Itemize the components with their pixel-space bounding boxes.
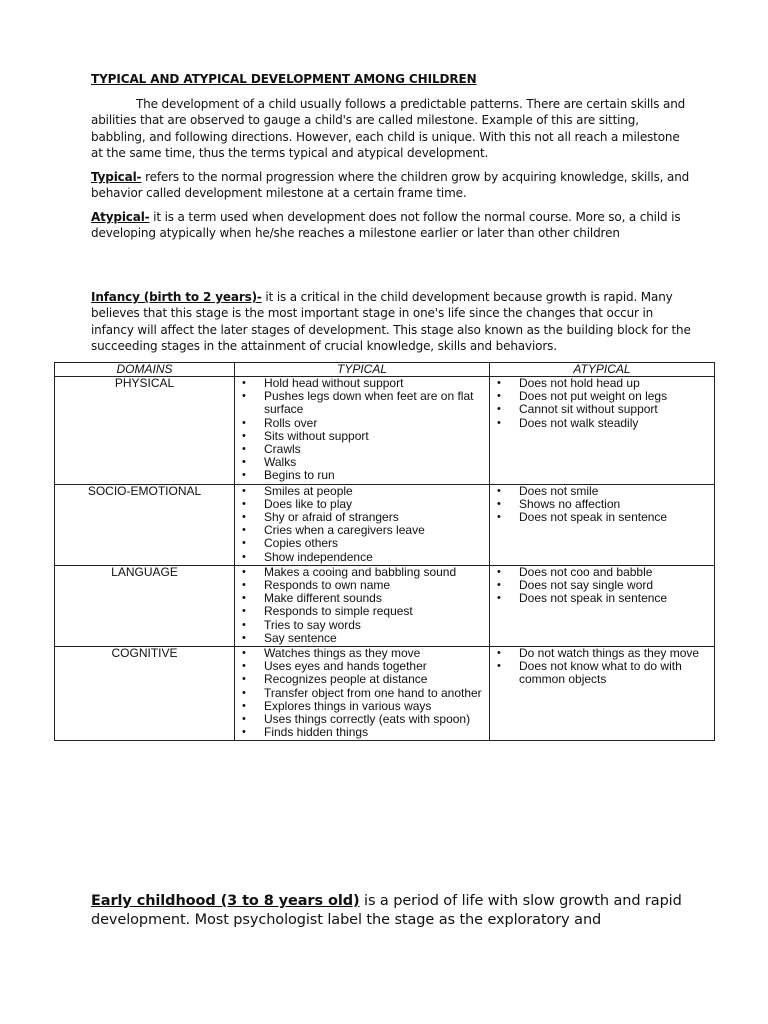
domain-cell: PHYSICAL [55, 377, 235, 485]
list-item: • Smiles at people [235, 485, 485, 498]
typical-list [235, 647, 489, 740]
list-item: • Does not walk steadily [490, 417, 710, 430]
early-childhood-text: is a period of life with slow growth and rapid development. Most psychologist label the stage as the exploratory and [91, 893, 682, 928]
typical-term: Typical- [91, 170, 142, 184]
list-item: • Uses eyes and hands together [235, 660, 485, 673]
list-item: • Makes a cooing and babbling sound [235, 566, 485, 579]
atypical-list [490, 566, 714, 607]
atypical-list [490, 647, 714, 688]
list-item: • Do not watch things as they move [490, 647, 710, 660]
table-row-cognitive [55, 647, 715, 741]
list-item: • Does not smile [490, 485, 710, 498]
list-item: • Recognizes people at distance [235, 673, 485, 686]
infancy-paragraph [91, 289, 691, 354]
document-title: TYPICAL AND ATYPICAL DEVELOPMENT AMONG CHILDREN [91, 72, 477, 86]
list-item: • Show independence [235, 551, 485, 564]
list-item: • Copies others [235, 537, 485, 550]
list-item: • Sits without support [235, 430, 485, 443]
atypical-cell [490, 377, 715, 485]
list-item: • Walks [235, 456, 485, 469]
typical-cell [235, 377, 490, 485]
header-typical: TYPICAL [235, 363, 490, 377]
list-item: • Hold head without support [235, 377, 485, 390]
typical-cell [235, 647, 490, 741]
list-item: • Explores things in various ways [235, 700, 485, 713]
header-atypical: ATYPICAL [490, 363, 715, 377]
table-row-physical [55, 377, 715, 485]
atypical-text: it is a term used when development does not follow the normal course. More so, a child is developing atypically when he/she reaches a milestone earlier or later than other children [91, 210, 681, 241]
list-item: • Responds to own name [235, 579, 485, 592]
atypical-cell [490, 647, 715, 741]
typical-list [235, 566, 489, 646]
list-item: • Shows no affection [490, 498, 710, 511]
intro-text: The development of a child usually follows a predictable patterns. There are certain skills and abilities that are observed to gauge a child's are called milestone. Example of this are sitting, babbling, and following directions. However, each child is unique. With this not all reach a milestone at the same time, thus the terms typical and atypical development. [91, 97, 686, 160]
list-item: • Does not coo and babble [490, 566, 710, 579]
typical-definition [91, 169, 691, 202]
domain-cell: LANGUAGE [55, 565, 235, 646]
development-table [54, 362, 715, 741]
early-childhood-paragraph [91, 892, 691, 930]
list-item: • Watches things as they move [235, 647, 485, 660]
domain-cell: COGNITIVE [55, 647, 235, 741]
list-item: • Finds hidden things [235, 726, 485, 739]
list-item: • Responds to simple request [235, 605, 485, 618]
list-item: • Tries to say words [235, 619, 485, 632]
list-item: • Uses things correctly (eats with spoon) [235, 713, 485, 726]
infancy-term: Infancy (birth to 2 years)- [91, 290, 262, 304]
typical-cell [235, 565, 490, 646]
atypical-definition [91, 209, 691, 242]
infancy-text: it is a critical in the child development because growth is rapid. Many believes that this stage is the most important stage in one's life since the changes that occur in infancy will affect the later stages of development. This stage also known as the building block for the succeeding stages in the attainment of crucial knowledge, skills and behaviors. [91, 290, 691, 353]
list-item: • Crawls [235, 443, 485, 456]
list-item: • Does not speak in sentence [490, 592, 710, 605]
list-item: • Does not put weight on legs [490, 390, 710, 403]
atypical-list [490, 485, 714, 526]
list-item: • Does not hold head up [490, 377, 710, 390]
typical-list [235, 377, 489, 484]
typical-cell [235, 484, 490, 565]
header-domains: DOMAINS [55, 363, 235, 377]
list-item: • Pushes legs down when feet are on flat surface [235, 390, 485, 416]
atypical-cell [490, 484, 715, 565]
domain-cell: SOCIO-EMOTIONAL [55, 484, 235, 565]
list-item: • Does not say single word [490, 579, 710, 592]
list-item: • Shy or afraid of strangers [235, 511, 485, 524]
list-item: • Transfer object from one hand to another [235, 687, 485, 700]
early-childhood-term: Early childhood (3 to 8 years old) [91, 893, 360, 909]
list-item: • Does not know what to do with common objects [490, 660, 710, 686]
atypical-term: Atypical- [91, 210, 150, 224]
list-item: • Say sentence [235, 632, 485, 645]
table-row-socio-emotional [55, 484, 715, 565]
atypical-list [490, 377, 714, 431]
table-row-language [55, 565, 715, 646]
intro-paragraph [91, 96, 691, 161]
typical-text: refers to the normal progression where the children grow by acquiring knowledge, skills, and behavior called development milestone at a certain frame time. [91, 170, 690, 201]
list-item: • Rolls over [235, 417, 485, 430]
list-item: • Make different sounds [235, 592, 485, 605]
list-item: • Begins to run [235, 469, 485, 482]
list-item: • Cannot sit without support [490, 403, 710, 416]
list-item: • Cries when a caregivers leave [235, 524, 485, 537]
atypical-cell [490, 565, 715, 646]
list-item: • Does not speak in sentence [490, 511, 710, 524]
table-header-row [55, 363, 715, 377]
list-item: • Does like to play [235, 498, 485, 511]
typical-list [235, 485, 489, 565]
